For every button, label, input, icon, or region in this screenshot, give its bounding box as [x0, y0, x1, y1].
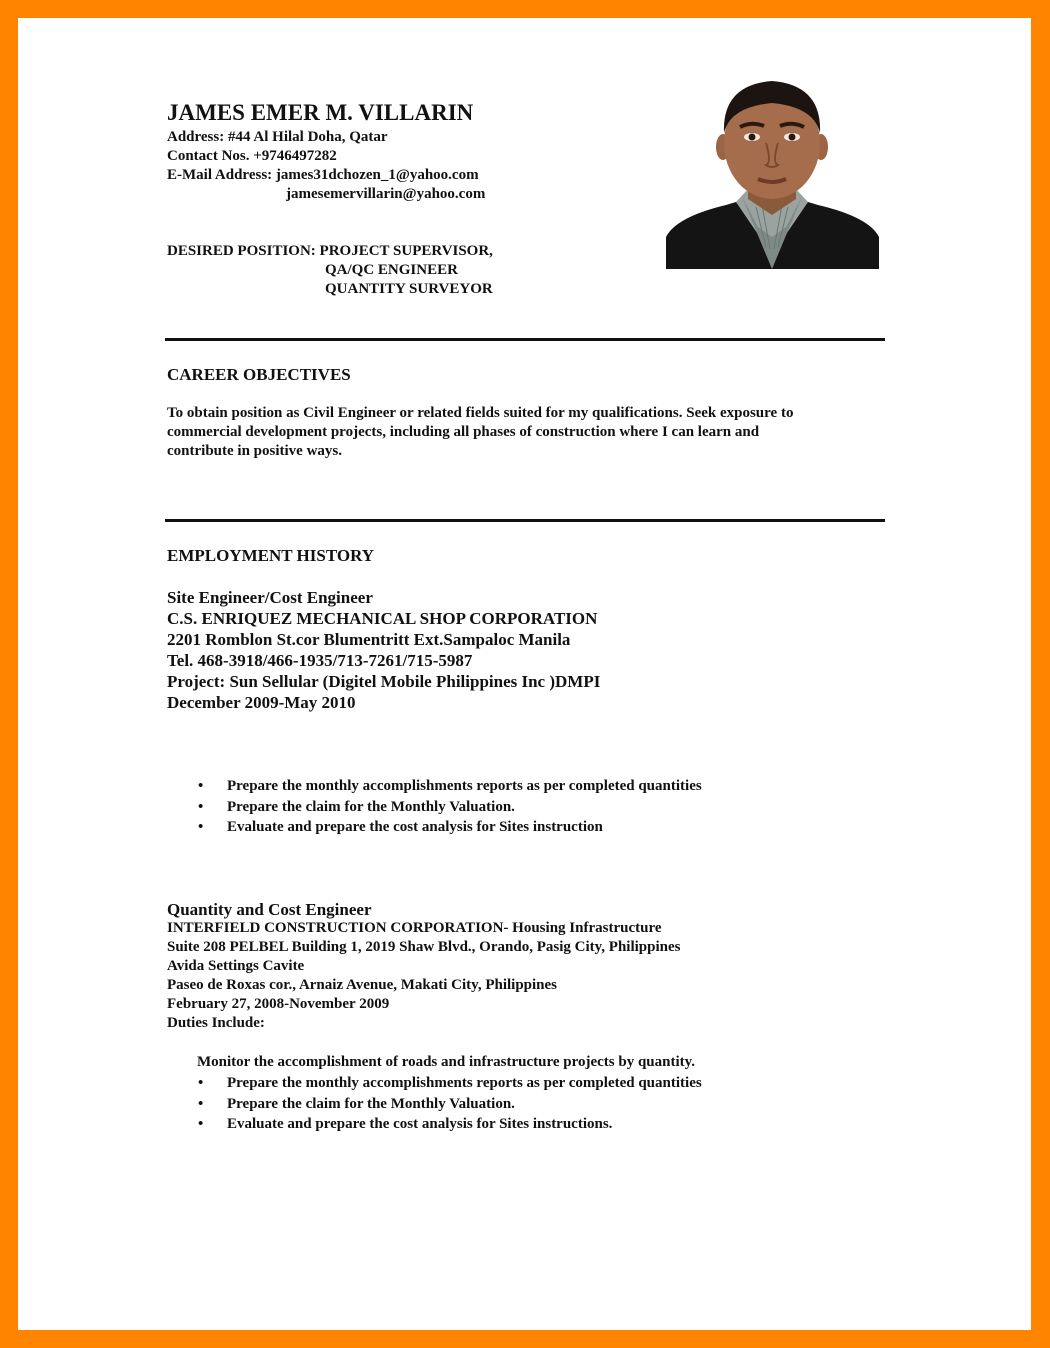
job1-address: 2201 Romblon St.cor Blumentritt Ext.Sampaloc Manila — [167, 630, 571, 649]
bullet-icon: • — [198, 1116, 204, 1132]
objectives-heading: CAREER OBJECTIVES — [167, 365, 351, 384]
bullet-icon: • — [198, 1095, 204, 1112]
divider-1 — [165, 338, 885, 341]
desired-position-line-3: QUANTITY SURVEYOR — [325, 281, 493, 297]
job1-dates: December 2009-May 2010 — [167, 693, 356, 712]
job2-company: INTERFIELD CONSTRUCTION CORPORATION- Housing Infrastructure — [167, 920, 662, 936]
bullet-icon: • — [198, 819, 204, 835]
bullet-icon: • — [198, 778, 204, 794]
candidate-name: JAMES EMER M. VILLARIN — [167, 100, 474, 125]
list-item-text: Prepare the monthly accomplishments reports as per completed quantities — [227, 1075, 702, 1091]
list-item-text: Prepare the monthly accomplishments reports as per completed quantities — [227, 778, 702, 794]
email-line-2: jamesemervillarin@yahoo.com — [286, 186, 486, 202]
profile-photo — [666, 77, 879, 269]
job1-tel: Tel. 468-3918/466-1935/713-7261/715-5987 — [167, 651, 473, 670]
job1-duties-list — [197, 776, 702, 838]
list-item-text: Evaluate and prepare the cost analysis for Sites instructions. — [227, 1116, 613, 1132]
objectives-line-2: commercial development projects, including all phases of construction where I can learn and — [167, 424, 760, 440]
address-line: Address: #44 Al Hilal Doha, Qatar — [167, 129, 388, 145]
job1-company: C.S. ENRIQUEZ MECHANICAL SHOP CORPORATION — [167, 609, 598, 628]
job2-address: Suite 208 PELBEL Building 1, 2019 Shaw Blvd., Orando, Pasig City, Philippines — [167, 939, 681, 955]
objectives-line-3: contribute in positive ways. — [167, 443, 343, 459]
list-item-text: Evaluate and prepare the cost analysis for Sites instruction — [227, 819, 603, 835]
desired-position-line-1: DESIRED POSITION: PROJECT SUPERVISOR, — [167, 243, 493, 259]
employment-heading: EMPLOYMENT HISTORY — [167, 546, 375, 565]
divider-2 — [165, 519, 885, 522]
bullet-icon: • — [198, 798, 204, 815]
job1-project: Project: Sun Sellular (Digitel Mobile Philippines Inc )DMPI — [167, 672, 601, 691]
desired-position-line-2: QA/QC ENGINEER — [325, 262, 458, 278]
list-item — [197, 797, 702, 818]
list-item — [197, 776, 702, 797]
job2-duty-intro: Monitor the accomplishment of roads and infrastructure projects by quantity. — [197, 1054, 696, 1070]
objectives-line-1: To obtain position as Civil Engineer or related fields suited for my qualifications. Seek exposure to — [167, 405, 794, 421]
list-item — [197, 1094, 702, 1115]
job2-title: Quantity and Cost Engineer — [167, 900, 372, 919]
list-item — [197, 1073, 702, 1094]
email-line: E-Mail Address: james31dchozen_1@yahoo.com — [167, 167, 479, 183]
list-item — [197, 1114, 702, 1135]
list-item-text: Prepare the claim for the Monthly Valuation. — [227, 1095, 515, 1112]
job2-duties-list — [197, 1073, 702, 1135]
job2-dates: February 27, 2008-November 2009 — [167, 996, 390, 1012]
job2-duties-label: Duties Include: — [167, 1015, 265, 1031]
job2-address-2: Paseo de Roxas cor., Arnaiz Avenue, Makati City, Philippines — [167, 977, 558, 993]
contact-line: Contact Nos. +9746497282 — [167, 148, 337, 164]
list-item-text: Prepare the claim for the Monthly Valuation. — [227, 798, 515, 815]
job1-title: Site Engineer/Cost Engineer — [167, 588, 373, 607]
list-item — [197, 817, 702, 838]
bullet-icon: • — [198, 1075, 204, 1091]
job2-project: Avida Settings Cavite — [167, 958, 305, 974]
